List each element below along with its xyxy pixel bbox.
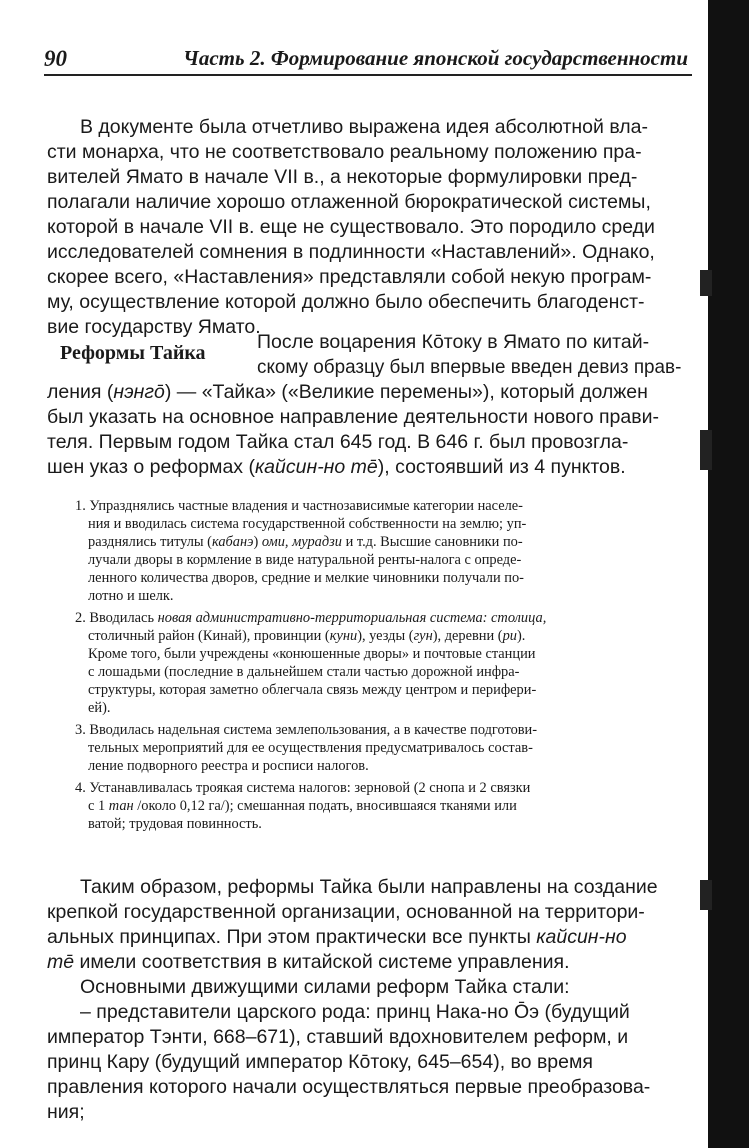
term-italic: кабанэ xyxy=(211,534,254,550)
body-line: принц Кару (будущий император Кōтоку, 645–654), во время xyxy=(47,1051,593,1073)
body-line: был указать на основное направление деятельности нового прави- xyxy=(47,406,659,428)
body-line: император Тэнти, 668–671), ставший вдохновителем реформ, и xyxy=(47,1026,629,1048)
body-line: ления (нэнгō) — «Тайка» («Великие перемены»), который должен xyxy=(47,381,648,403)
scan-edge-shadow xyxy=(708,0,749,1148)
list-item-line: 4. Устанавливалась троякая система налогов: зерновой (2 снопа и 2 связки xyxy=(75,780,531,796)
body-line: ния; xyxy=(47,1101,85,1123)
list-item-line: структуры, которая заметно облегчала связь между центром и перифери- xyxy=(88,682,537,698)
body-line: – представители царского рода: принц Нака-но Ōэ (будущий xyxy=(80,1001,630,1023)
list-item-line: Кроме того, были учреждены «конюшенные дворы» и почтовые станции xyxy=(88,646,536,662)
running-header xyxy=(44,44,692,76)
list-item-line: ния и вводилась система государственной собственности на землю; уп- xyxy=(88,516,527,532)
body-line: му, осуществление которой должно было обеспечить благоденст- xyxy=(47,291,645,313)
list-item-line: лотно и шелк. xyxy=(88,588,174,604)
body-line: исследователей сомнения в подлинности «Наставлений». Однако, xyxy=(47,241,655,263)
body-line: вие государству Ямато. xyxy=(47,316,261,338)
list-item-line: ленного количества дворов, средние и мелкие чиновники получали по- xyxy=(88,570,524,586)
body-line: которой в начале VII в. еще не существовало. Это породило среди xyxy=(47,216,655,238)
term-italic: тē xyxy=(47,951,75,973)
list-item-line: с 1 тан /около 0,12 га/); смешанная подать, вносившаяся тканями или xyxy=(88,798,517,814)
running-title: Часть 2. Формирование японской государственности xyxy=(183,46,688,70)
body-line: скому образцу был впервые введен девиз прав- xyxy=(257,356,682,378)
term-italic: куни xyxy=(329,628,358,644)
body-line: сти монарха, что не соответствовало реальному положению пра- xyxy=(47,141,642,163)
list-item-line: ление подворного реестра и росписи налогов. xyxy=(88,758,369,774)
list-item-line: тельных мероприятий для ее осуществления предусматривалось состав- xyxy=(88,740,533,756)
list-item-line: 2. Вводилась новая административно-территориальная система: столица, xyxy=(75,610,547,626)
list-item-line: 3. Вводилась надельная система землепользования, а в качестве подготови- xyxy=(75,722,538,738)
body-line: В документе была отчетливо выражена идея абсолютной вла- xyxy=(80,116,648,138)
list-item-line: ватой; трудовая повинность. xyxy=(88,816,262,832)
list-item-line: лучали дворы в кормление в виде натуральной ренты-налога с опреде- xyxy=(88,552,522,568)
term-italic: гун xyxy=(413,628,433,644)
body-line: альных принципах. При этом практически все пункты кайсин-но xyxy=(47,926,627,948)
scan-edge-fragment xyxy=(700,430,712,470)
body-line: шен указ о реформах (кайсин-но тē), состоявший из 4 пунктов. xyxy=(47,456,626,478)
page-number: 90 xyxy=(44,46,67,71)
term-italic: нэнгō xyxy=(113,381,165,403)
body-line: После воцарения Кōтоку в Ямато по китай- xyxy=(257,331,650,353)
term-italic: ри xyxy=(502,628,517,644)
body-line: скорее всего, «Наставления» представляли собой некую програм- xyxy=(47,266,652,288)
list-item-line: столичный район (Кинай), провинции (куни), уезды (гун), деревни (ри). xyxy=(88,628,526,644)
side-heading: Реформы Тайка xyxy=(60,342,206,364)
term-italic: кайсин-но xyxy=(536,926,627,948)
list-item-line: ей). xyxy=(88,700,111,716)
term-italic: новая административно-территориальная система: столица, xyxy=(157,610,547,626)
list-item-line: с лошадьми (последние в дальнейшем стали частью дорожной инфра- xyxy=(88,664,520,680)
term-italic: оми, мурадзи xyxy=(261,534,342,550)
list-item-line: 1. Упразднялись частные владения и частнозависимые категории населе- xyxy=(75,498,523,514)
body-line: вителей Ямато в начале VII в., а некоторые формулировки пред- xyxy=(47,166,638,188)
body-line: полагали наличие хорошо отлаженной бюрократической системы, xyxy=(47,191,651,213)
term-italic: тан xyxy=(108,798,134,814)
body-line: крепкой государственной организации, основанной на территори- xyxy=(47,901,645,923)
list-item-line: разднялись титулы (кабанэ) оми, мурадзи и т.д. Высшие сановники по- xyxy=(88,534,523,550)
body-line: тē имели соответствия в китайской системе управления. xyxy=(47,951,570,973)
scan-edge-fragment xyxy=(700,270,712,296)
scan-edge-fragment xyxy=(700,880,712,910)
body-line: Таким образом, реформы Тайка были направлены на создание xyxy=(80,876,658,898)
body-line: Основными движущими силами реформ Тайка стали: xyxy=(80,976,570,998)
term-italic: кайсин-но тē xyxy=(254,456,378,478)
body-line: теля. Первым годом Тайка стал 645 год. В 646 г. был провозгла- xyxy=(47,431,629,453)
body-line: правления которого начали осуществляться первые преобразова- xyxy=(47,1076,651,1098)
